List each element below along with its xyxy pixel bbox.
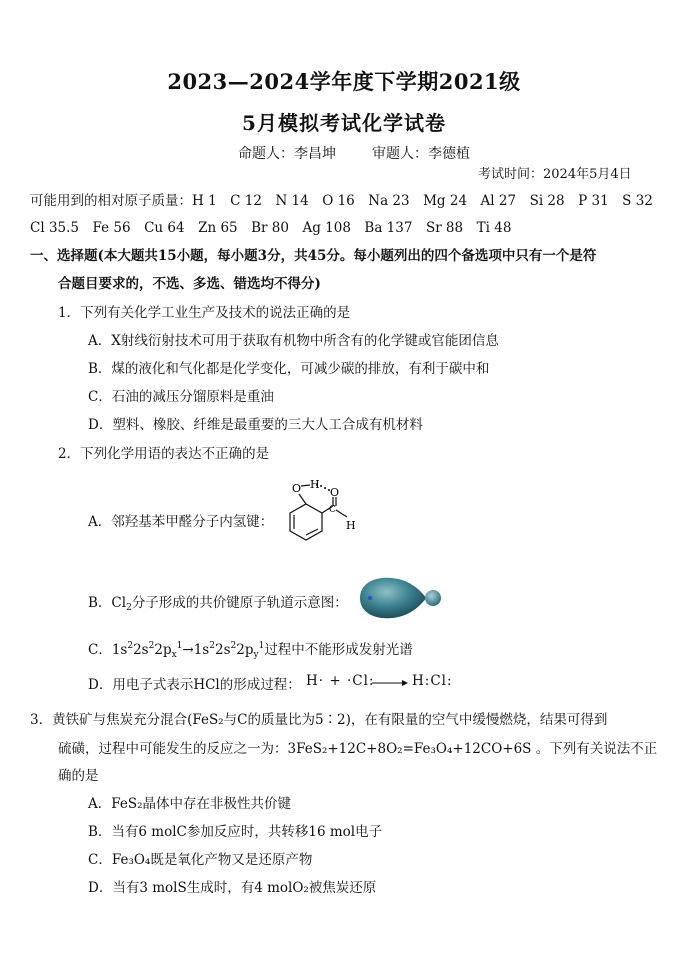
atom-label-o2: O <box>330 486 340 499</box>
orbital-overlap-diagram <box>352 570 444 628</box>
q3-option-b: B．当有6 molC参加反应时，共转移16 mol电子 <box>88 824 383 840</box>
atom-label-h2: H <box>346 519 356 532</box>
section-heading-line2: 合题目要求的，不选、多选、错选均不得分) <box>58 276 321 292</box>
q3-option-a: A．FeS₂晶体中存在非极性共价键 <box>88 796 292 812</box>
atom-label-h1: H <box>310 478 320 491</box>
atom-label-c: C <box>329 505 336 515</box>
reviewer: 审题人：李德植 <box>372 146 470 162</box>
setter: 命题人：李昌坤 <box>238 146 336 162</box>
q1-option-a: A．X射线衍射技术可用于获取有机物中所含有的化学键或官能团信息 <box>88 333 499 349</box>
section-heading-line1: 一、选择题(本大题共15小题，每小题3分，共45分。每小题列出的四个备选项中只有一个是符 <box>30 248 597 264</box>
q3-stem-line2: 硫磺，过程中可能发生的反应之一为：3FeS₂+12C+8O₂=Fe₃O₄+12CO+6S 。下列有关说法不正 <box>58 741 658 757</box>
exam-time: 考试时间：2024年5月4日 <box>478 167 632 182</box>
q2-option-c: C．$1s^22s^22p_x^1\to 1s^22s^22p_y^1$过程中不能形成发射光谱 <box>88 641 413 660</box>
q3-stem-line3: 确的是 <box>58 768 99 784</box>
reaction-arrow <box>372 678 408 688</box>
salicylaldehyde-structure <box>270 475 370 555</box>
q2-option-a: A．邻羟基苯甲醛分子内氢键： <box>88 514 274 530</box>
hcl-formula-right: H:Cl: <box>412 673 453 689</box>
atomic-masses-line2: Cl 35.5 Fe 56 Cu 64 Zn 65 Br 80 Ag 108 Ba 137 Sr 88 Ti 48 <box>30 220 512 236</box>
q3-option-d: D．当有3 molS生成时，有4 molO₂被焦炭还原 <box>88 880 377 896</box>
atom-label-o1: O <box>292 482 302 495</box>
q2-option-d: D．用电子式表示HCl的形成过程： <box>88 677 301 693</box>
q1-option-c: C．石油的减压分馏原料是重油 <box>88 389 274 405</box>
q3-option-c: C．Fe₃O₄既是氧化产物又是还原产物 <box>88 852 313 868</box>
q1-stem: 1．下列有关化学工业生产及技术的说法正确的是 <box>58 305 351 321</box>
exam-subtitle: 5月模拟考试化学试卷 <box>242 111 446 135</box>
exam-title: 2023—2024学年度下学期2021级 <box>167 69 521 94</box>
hcl-formula-left: H· + ·Cl: <box>306 673 375 689</box>
author-line <box>238 143 470 163</box>
atomic-masses-line1: 可能用到的相对原子质量：H 1 C 12 N 14 O 16 Na 23 Mg 24 Al 27 Si 28 P 31 S 32 <box>30 193 653 209</box>
q1-option-d: D．塑料、橡胶、纤维是最重要的三大人工合成有机材料 <box>88 417 423 433</box>
q2-option-b: B．$Cl_2$分子形成的共价键原子轨道示意图： <box>88 595 348 613</box>
q1-option-b: B．煤的液化和气化都是化学变化，可减少碳的排放，有利于碳中和 <box>88 361 490 377</box>
q3-stem-line1: 3．黄铁矿与焦炭充分混合(FeS₂与C的质量比为5∶2)，在有限量的空气中缓慢燃烧，结果可得到 <box>30 712 608 728</box>
q2-stem: 2．下列化学用语的表达不正确的是 <box>58 446 270 462</box>
